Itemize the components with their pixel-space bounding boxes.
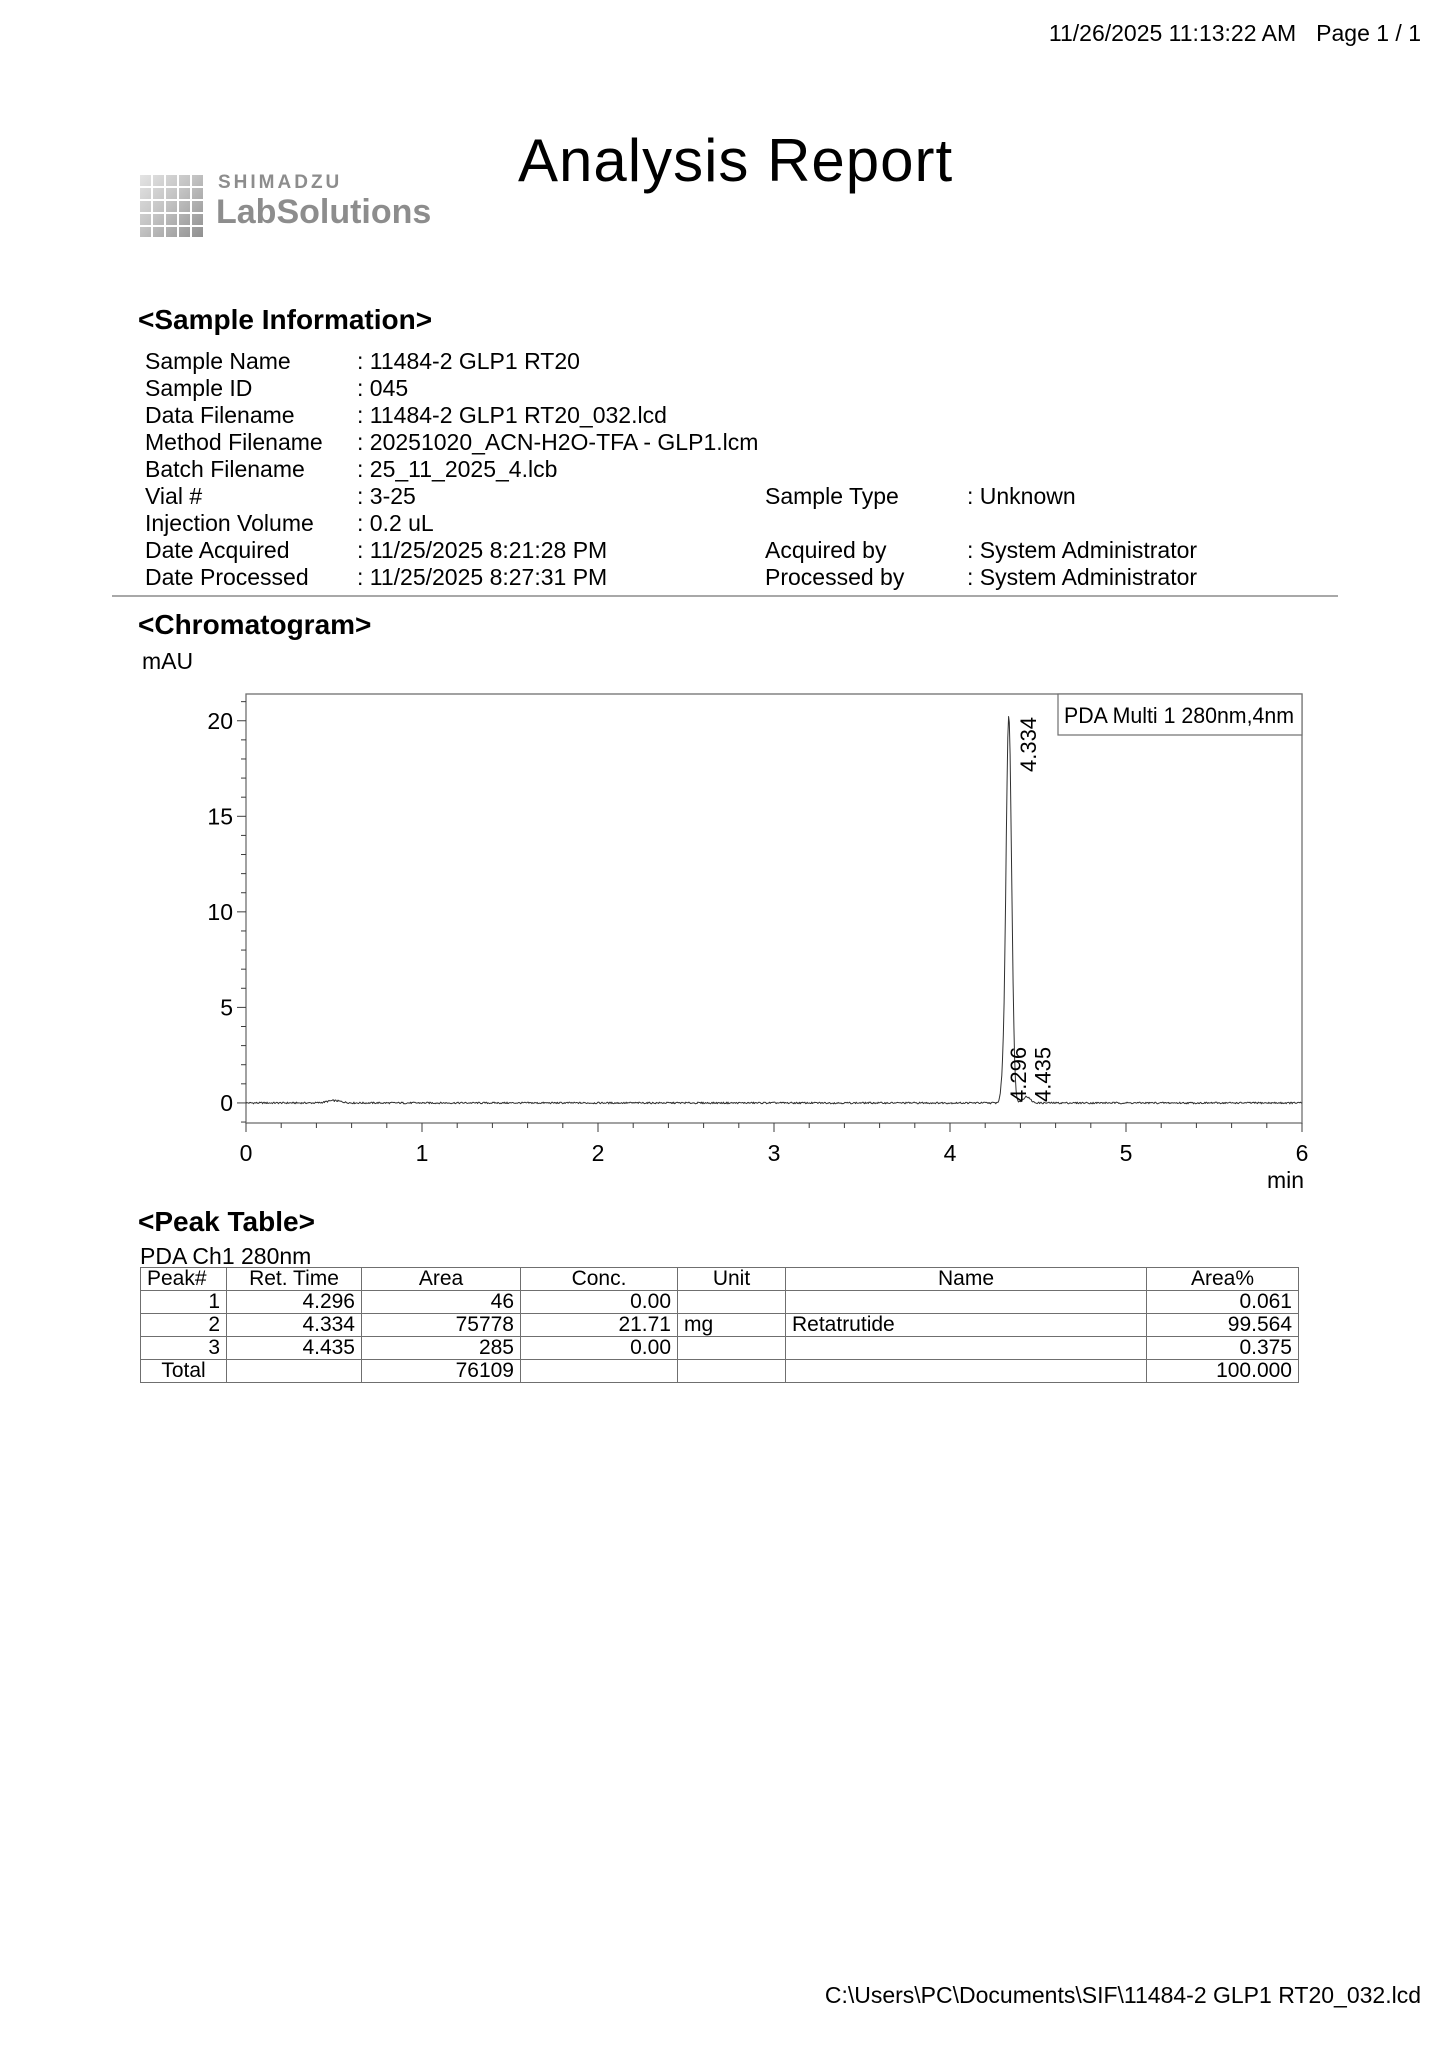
page-header [1049, 20, 1421, 47]
field-value: : 3-25 [357, 483, 416, 509]
column-header: Name [786, 1268, 1147, 1291]
sample-info-left-column [145, 348, 758, 591]
svg-text:6: 6 [1295, 1140, 1309, 1166]
field-label: Processed by [765, 564, 905, 590]
peak-table-cell: Retatrutide [786, 1314, 1147, 1337]
chromatogram-plot [0, 640, 1445, 1200]
peak-table-cell: 0.00 [521, 1291, 678, 1314]
peak-table-cell: 100.000 [1147, 1360, 1299, 1383]
sample-info-row [765, 564, 1197, 591]
field-label: Sample Name [145, 348, 291, 374]
sample-info-row [765, 537, 1197, 564]
svg-text:15: 15 [207, 803, 233, 830]
peak-table-cell: 46 [362, 1291, 521, 1314]
sample-info-row [145, 456, 758, 483]
column-header: Area% [1147, 1268, 1299, 1291]
field-value: : 11484-2 GLP1 RT20_032.lcd [357, 402, 667, 428]
peak-table-channel: PDA Ch1 280nm [140, 1243, 312, 1269]
footer-file-path: C:\Users\PC\Documents\SIF\11484-2 GLP1 RT20_032.lcd [824, 1982, 1421, 2008]
sample-info-row [145, 375, 758, 402]
peak-table-cell: 4.435 [227, 1337, 362, 1360]
brand-labsolutions: LabSolutions [216, 193, 432, 231]
svg-text:0: 0 [220, 1089, 233, 1116]
column-header: Peak# [141, 1268, 227, 1291]
field-value: : System Administrator [967, 537, 1197, 563]
field-value: : 25_11_2025_4.lcb [357, 456, 557, 482]
brand-shimadzu: SHIMADZU [218, 172, 343, 193]
peak-table-cell [678, 1291, 786, 1314]
peak-table-cell: 285 [362, 1337, 521, 1360]
peak-table-cell [786, 1337, 1147, 1360]
peak-table-cell [521, 1360, 678, 1383]
field-label: Date Processed [145, 564, 309, 590]
header-datetime: 11/26/2025 11:13:22 AM [1048, 20, 1297, 46]
svg-text:PDA Multi 1 280nm,4nm: PDA Multi 1 280nm,4nm [1064, 703, 1294, 728]
peak-table-cell: Total [141, 1360, 227, 1383]
field-label: Date Acquired [145, 537, 290, 563]
sample-info-row [145, 537, 758, 564]
peak-table-cell: 76109 [362, 1360, 521, 1383]
sample-information-heading: <Sample Information> [138, 304, 433, 335]
sample-info-row [145, 510, 758, 537]
peak-table-cell: mg [678, 1314, 786, 1337]
field-label: Sample ID [145, 375, 253, 401]
peak-table-cell: 2 [141, 1314, 227, 1337]
field-value: : 11484-2 GLP1 RT20 [357, 348, 580, 374]
report-title: Analysis Report [518, 127, 954, 194]
field-label: Batch Filename [145, 456, 305, 482]
peak-table-cell: 4.296 [227, 1291, 362, 1314]
peak-table-row [141, 1291, 1299, 1314]
peak-table-header-row [141, 1268, 1299, 1291]
svg-text:20: 20 [207, 707, 233, 734]
peak-table-cell: 1 [141, 1291, 227, 1314]
peak-table-cell [786, 1291, 1147, 1314]
field-label: Method Filename [145, 429, 323, 455]
sample-info-row [145, 429, 758, 456]
svg-text:3: 3 [767, 1140, 781, 1166]
svg-text:0: 0 [239, 1140, 253, 1166]
field-value: : System Administrator [967, 564, 1197, 590]
peak-table-cell: 0.375 [1147, 1337, 1299, 1360]
svg-text:min: min [1266, 1167, 1304, 1193]
field-label: Sample Type [765, 483, 899, 509]
peak-table-total-row [141, 1360, 1299, 1383]
sample-info-row [145, 348, 758, 375]
peak-table-cell [678, 1360, 786, 1383]
svg-text:1: 1 [415, 1140, 429, 1166]
peak-table-cell [786, 1360, 1147, 1383]
svg-text:2: 2 [591, 1140, 605, 1166]
chromatogram-heading: <Chromatogram> [138, 609, 372, 640]
column-header: Area [362, 1268, 521, 1291]
field-label: Acquired by [765, 537, 887, 563]
sample-info-row [765, 483, 1076, 510]
field-value: : 11/25/2025 8:21:28 PM [357, 537, 607, 563]
field-value: : Unknown [967, 483, 1076, 509]
field-label: Data Filename [145, 402, 295, 428]
field-label: Injection Volume [145, 510, 314, 536]
sample-info-row [145, 483, 758, 510]
section-divider [112, 595, 1338, 597]
peak-table-cell: 3 [141, 1337, 227, 1360]
peak-table-cell: 0.00 [521, 1337, 678, 1360]
column-header: Conc. [521, 1268, 678, 1291]
column-header: Unit [678, 1268, 786, 1291]
field-value: : 0.2 uL [357, 510, 434, 536]
sample-info-row [145, 564, 758, 591]
peak-table-cell [227, 1360, 362, 1383]
y-axis-unit-label: mAU [142, 648, 194, 674]
svg-text:4.296: 4.296 [1006, 1046, 1032, 1102]
svg-text:5: 5 [1119, 1140, 1133, 1166]
sample-info-row [145, 402, 758, 429]
field-value: : 11/25/2025 8:27:31 PM [357, 564, 607, 590]
peak-table-cell: 21.71 [521, 1314, 678, 1337]
field-label: Vial # [145, 483, 203, 509]
header-page-number: Page 1 / 1 [1316, 20, 1421, 46]
peak-table-heading: <Peak Table> [138, 1206, 315, 1237]
svg-text:4: 4 [943, 1140, 957, 1166]
field-value: : 20251020_ACN-H2O-TFA - GLP1.lcm [357, 429, 758, 455]
peak-table-cell: 99.564 [1147, 1314, 1299, 1337]
peak-table [140, 1267, 1299, 1383]
svg-text:4.435: 4.435 [1030, 1046, 1056, 1102]
peak-table-row [141, 1337, 1299, 1360]
shimadzu-logo-icon [140, 175, 204, 237]
svg-text:5: 5 [220, 994, 233, 1021]
column-header: Ret. Time [227, 1268, 362, 1291]
peak-table-cell: 0.061 [1147, 1291, 1299, 1314]
peak-table-cell: 4.334 [227, 1314, 362, 1337]
brand-block [140, 172, 560, 242]
svg-text:10: 10 [207, 898, 233, 925]
field-value: : 045 [357, 375, 408, 401]
svg-text:4.334: 4.334 [1015, 716, 1041, 773]
peak-table-cell [678, 1337, 786, 1360]
peak-table-cell: 75778 [362, 1314, 521, 1337]
peak-table-row [141, 1314, 1299, 1337]
